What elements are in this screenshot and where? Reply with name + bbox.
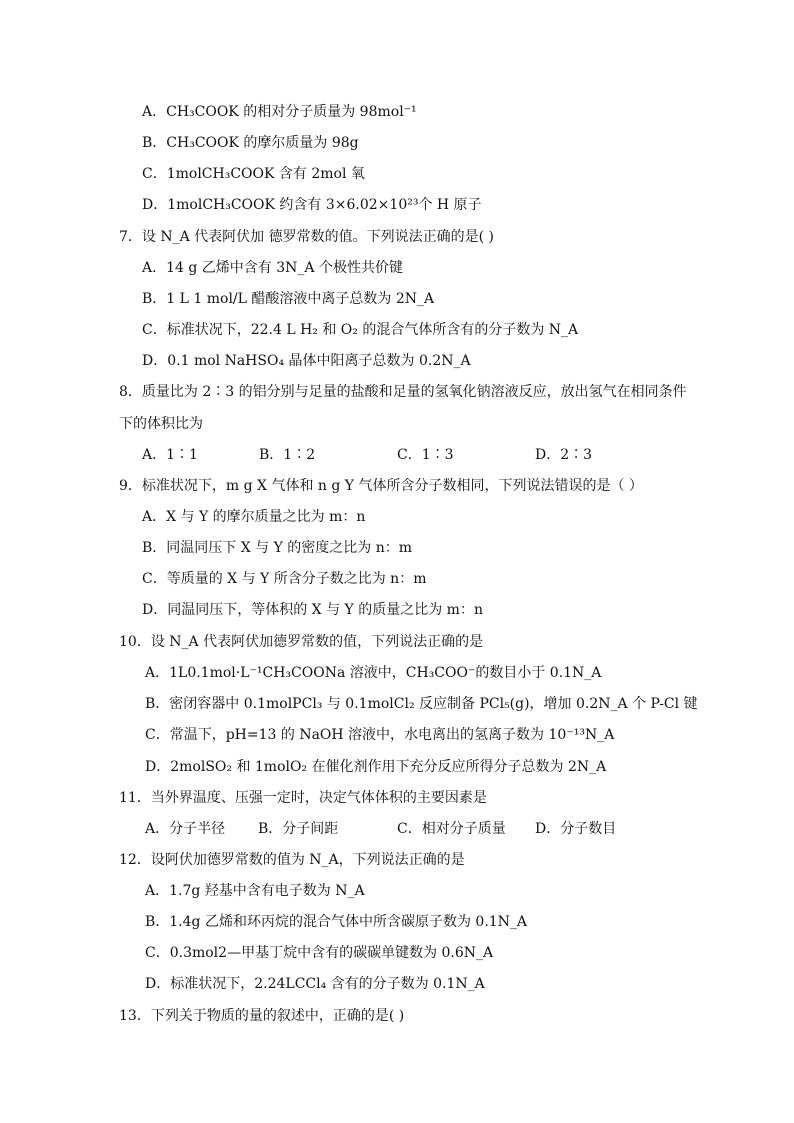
q9-stem: 9．标准状况下，m g X 气体和 n g Y 气体所含分子数相同，下列说法错误的是（ ）	[119, 478, 643, 494]
q13-stem: 13．下列关于物质的量的叙述中，正确的是( )	[119, 1008, 405, 1024]
q12-option-b: B．1.4g 乙烯和环丙烷的混合气体中所含碳原子数为 0.1N_A	[145, 914, 528, 930]
q8-option-c: C．1∶3	[397, 447, 454, 463]
q12-stem: 12．设阿伏加德罗常数的值为 N_A，下列说法正确的是	[119, 852, 465, 868]
q6-option-c: C．1molCH₃COOK 含有 2mol 氧	[142, 166, 365, 182]
q8-stem-line2: 下的体积比为	[119, 416, 203, 432]
q6-option-b: B．CH₃COOK 的摩尔质量为 98g	[142, 135, 359, 151]
q12-option-a: A．1.7g 羟基中含有电子数为 N_A	[145, 883, 365, 899]
q8-option-a: A．1∶1	[142, 447, 198, 463]
q10-stem: 10．设 N_A 代表阿伏加德罗常数的值，下列说法正确的是	[119, 634, 484, 650]
q7-option-a: A．14 g 乙烯中含有 3N_A 个极性共价键	[142, 260, 403, 276]
q8-option-d: D．2∶3	[535, 447, 593, 463]
q8-option-b: B．1∶2	[259, 447, 316, 463]
q11-option-c: C．相对分子质量	[397, 821, 506, 837]
q10-option-c: C．常温下，pH=13 的 NaOH 溶液中，水电离出的氢离子数为 10⁻¹³N_A	[145, 727, 615, 743]
q11-stem: 11．当外界温度、压强一定时，决定气体体积的主要因素是	[119, 790, 487, 806]
q9-option-a: A．X 与 Y 的摩尔质量之比为 m：n	[142, 509, 366, 525]
q11-option-b: B．分子间距	[258, 821, 339, 837]
q9-option-c: C．等质量的 X 与 Y 所含分子数之比为 n：m	[142, 571, 427, 587]
q9-option-d: D．同温同压下，等体积的 X 与 Y 的质量之比为 m：n	[142, 602, 483, 618]
q7-option-d: D．0.1 mol NaHSO₄ 晶体中阳离子总数为 0.2N_A	[142, 353, 471, 369]
q7-option-b: B．1 L 1 mol/L 醋酸溶液中离子总数为 2N_A	[142, 291, 435, 307]
q10-option-b: B．密闭容器中 0.1molPCl₃ 与 0.1molCl₂ 反应制备 PCl₅(g)，增加 0.2N_A 个 P-Cl 键	[145, 696, 698, 712]
q11-option-d: D．分子数目	[535, 821, 617, 837]
q7-stem: 7．设 N_A 代表阿伏加 德罗常数的值。下列说法正确的是( )	[119, 229, 494, 245]
q7-option-c: C．标准状况下，22.4 L H₂ 和 O₂ 的混合气体所含有的分子数为 N_A	[142, 322, 579, 338]
q11-option-a: A．分子半径	[145, 821, 226, 837]
q6-option-a: A．CH₃COOK 的相对分子质量为 98mol⁻¹	[142, 104, 417, 120]
q6-option-d: D．1molCH₃COOK 约含有 3×6.02×10²³个 H 原子	[142, 197, 482, 213]
q8-stem-line1: 8．质量比为 2∶3 的铝分别与足量的盐酸和足量的氢氧化钠溶液反应，放出氢气在相同条件	[119, 384, 687, 400]
q12-option-c: C．0.3mol2—甲基丁烷中含有的碳碳单键数为 0.6N_A	[145, 945, 494, 961]
q12-option-d: D．标准状况下，2.24LCCl₄ 含有的分子数为 0.1N_A	[145, 976, 485, 992]
q9-option-b: B．同温同压下 X 与 Y 的密度之比为 n：m	[142, 540, 413, 556]
q10-option-a: A．1L0.1mol·L⁻¹CH₃COONa 溶液中，CH₃COO⁻的数目小于 0.1N_A	[145, 665, 602, 681]
q10-option-d: D．2molSO₂ 和 1molO₂ 在催化剂作用下充分反应所得分子总数为 2N_A	[145, 759, 607, 775]
